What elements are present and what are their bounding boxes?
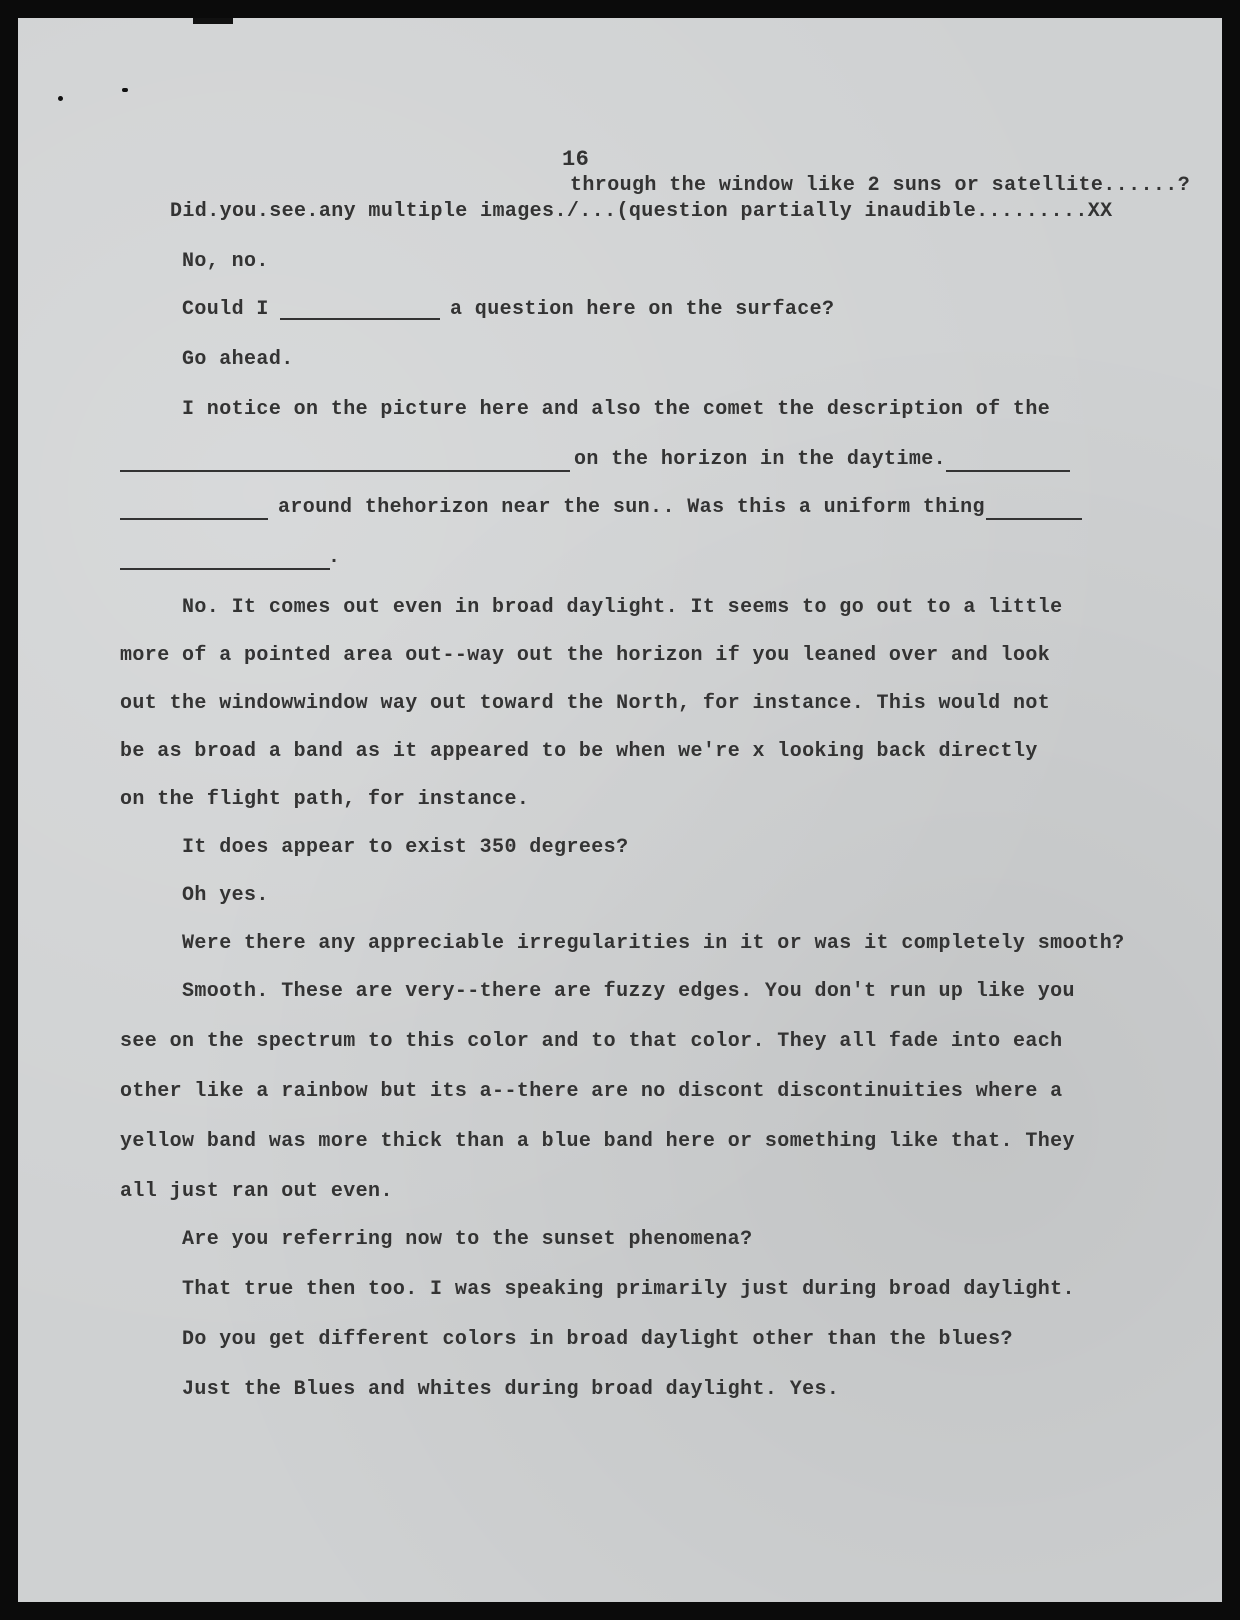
page-number: 16	[562, 147, 590, 172]
text-line: Could I	[182, 298, 269, 321]
text-line: Did.you.see.any multiple images./...(question partially inaudible.........XX	[170, 200, 1113, 223]
blank-line	[280, 318, 440, 320]
text-line: other like a rainbow but its a--there are no discont discontinuities where a	[120, 1080, 1063, 1103]
text-line: yellow band was more thick than a blue band here or something like that. They	[120, 1130, 1075, 1153]
text-line: Just the Blues and whites during broad daylight. Yes.	[182, 1378, 840, 1401]
text-line: a question here on the surface?	[450, 298, 835, 321]
text-line: be as broad a band as it appeared to be when we're x looking back directly	[120, 740, 1038, 763]
text-line: .	[328, 546, 341, 569]
text-line: around thehorizon near the sun.. Was this a uniform thing	[278, 496, 985, 519]
document-page	[18, 18, 1222, 1602]
text-line: No. It comes out even in broad daylight. It seems to go out to a little	[182, 596, 1063, 619]
text-line: out the windowwindow way out toward the North, for instance. This would not	[120, 692, 1051, 715]
text-line: No, no.	[182, 250, 269, 273]
text-line: through the window like 2 suns or satellite......?	[570, 174, 1191, 197]
blank-line	[120, 518, 268, 520]
text-line: more of a pointed area out--way out the horizon if you leaned over and look	[120, 644, 1051, 667]
blank-line	[946, 470, 1070, 472]
text-line: Are you referring now to the sunset phenomena?	[182, 1228, 753, 1251]
blank-line	[986, 518, 1082, 520]
text-line: Were there any appreciable irregularities in it or was it completely smooth?	[182, 932, 1125, 955]
text-line: It does appear to exist 350 degrees?	[182, 836, 629, 859]
scan-speck	[122, 88, 128, 92]
scan-speck	[58, 96, 63, 101]
text-line: Do you get different colors in broad daylight other than the blues?	[182, 1328, 1013, 1351]
text-line: Go ahead.	[182, 348, 294, 371]
text-line: all just ran out even.	[120, 1180, 393, 1203]
text-line: see on the spectrum to this color and to that color. They all fade into each	[120, 1030, 1063, 1053]
blank-line	[120, 568, 330, 570]
text-line: Oh yes.	[182, 884, 269, 907]
scan-edge-mark	[193, 18, 233, 24]
text-line: Smooth. These are very--there are fuzzy edges. You don't run up like you	[182, 980, 1075, 1003]
text-line: That true then too. I was speaking primarily just during broad daylight.	[182, 1278, 1075, 1301]
blank-line	[120, 470, 570, 472]
text-line: on the flight path, for instance.	[120, 788, 530, 811]
text-line: on the horizon in the daytime.	[574, 448, 947, 471]
text-line: I notice on the picture here and also the comet the description of the	[182, 398, 1051, 421]
